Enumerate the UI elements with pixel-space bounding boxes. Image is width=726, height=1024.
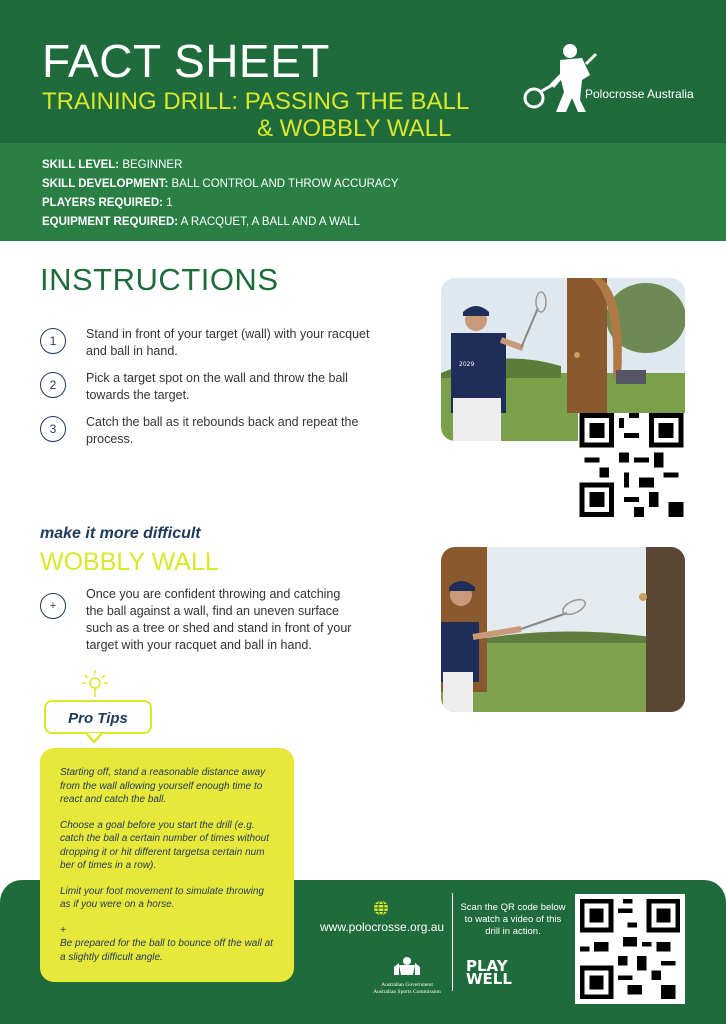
subtitle-line-2: & WOBBLY WALL <box>257 115 452 142</box>
scan-qr-text: Scan the QR code below to watch a video of this drill in action. <box>460 902 566 937</box>
step-text: Stand in front of your target (wall) with your racquet and ball in hand. <box>86 327 370 358</box>
meta-row-players: PLAYERS REQUIRED: 1 <box>42 197 173 209</box>
coat-of-arms-icon <box>368 955 446 977</box>
shirt-number: 2029 <box>459 361 475 368</box>
tip-text: Limit your foot movement to simulate throwing as if you were on a horse. <box>60 885 264 910</box>
gov-line-1: Australian Government <box>381 982 433 988</box>
instructions-title: INSTRUCTIONS <box>40 262 279 297</box>
footer-qr-code-icon[interactable] <box>575 894 685 1004</box>
step-text: Pick a target spot on the wall and throw the ball towards the target. <box>86 371 348 402</box>
lightbulb-icon <box>80 668 110 698</box>
website-link[interactable]: www.polocrosse.org.au <box>320 920 445 934</box>
instruction-step <box>40 326 370 362</box>
step-number-badge: 3 <box>40 416 66 442</box>
instruction-step <box>40 414 370 450</box>
tip-text: + Be prepared for the ball to bounce off the wall at a slightly difficult angle. <box>60 924 273 963</box>
gov-line-2: Australian Sports Commission <box>373 989 441 995</box>
qr-code-icon[interactable] <box>578 413 685 517</box>
difficulty-label: make it more difficult <box>40 525 201 542</box>
pro-tips-pointer-icon <box>86 733 102 743</box>
footer-divider <box>452 893 453 991</box>
tip-text: Starting off, stand a reasonable distance away from the wall allowing yourself enough time to react and catch the ball. <box>60 767 266 805</box>
play-well-line-1: PLAY <box>466 957 508 975</box>
meta-row-skill-development: SKILL DEVELOPMENT: BALL CONTROL AND THROW ACCURACY <box>42 178 399 190</box>
page-title: FACT SHEET <box>42 35 330 87</box>
polocrosse-logo-icon <box>520 40 690 115</box>
subtitle-line-1: TRAINING DRILL: PASSING THE BALL <box>42 88 470 115</box>
wobbly-wall-title: WOBBLY WALL <box>40 548 219 576</box>
plus-badge: + <box>40 593 66 619</box>
step-text: Catch the ball as it rebounds back and repeat the process. <box>86 415 359 446</box>
pro-tips-badge: Pro Tips <box>44 700 152 734</box>
pro-tips-box <box>40 748 294 982</box>
tip-text: Choose a goal before you start the drill (e.g. catch the ball a certain number of times without dropping it or hit different targetsa certain num ber of times in a row). <box>60 819 269 871</box>
globe-icon <box>373 900 389 916</box>
meta-row-skill-level: SKILL LEVEL: BEGINNER <box>42 159 183 171</box>
step-number-badge: 2 <box>40 372 66 398</box>
wobbly-wall-text: Once you are confident throwing and catching the ball against a wall, find an uneven surface such as a tree or shed and stand in front of your target with your racquet and ball in hand. <box>86 587 352 652</box>
skill-meta <box>42 156 399 232</box>
step-number-badge: 1 <box>40 328 66 354</box>
page-subtitle <box>42 88 502 142</box>
meta-row-equipment: EQUIPMENT REQUIRED: A RACQUET, A BALL AND A WALL <box>42 216 361 228</box>
australian-government-logo <box>368 955 446 995</box>
play-well-logo <box>466 957 512 988</box>
instruction-step <box>40 370 370 406</box>
logo-text: Polocrosse Australia <box>585 87 694 101</box>
play-well-line-2: WELL <box>466 970 512 988</box>
drill-photo-tree <box>441 547 685 712</box>
